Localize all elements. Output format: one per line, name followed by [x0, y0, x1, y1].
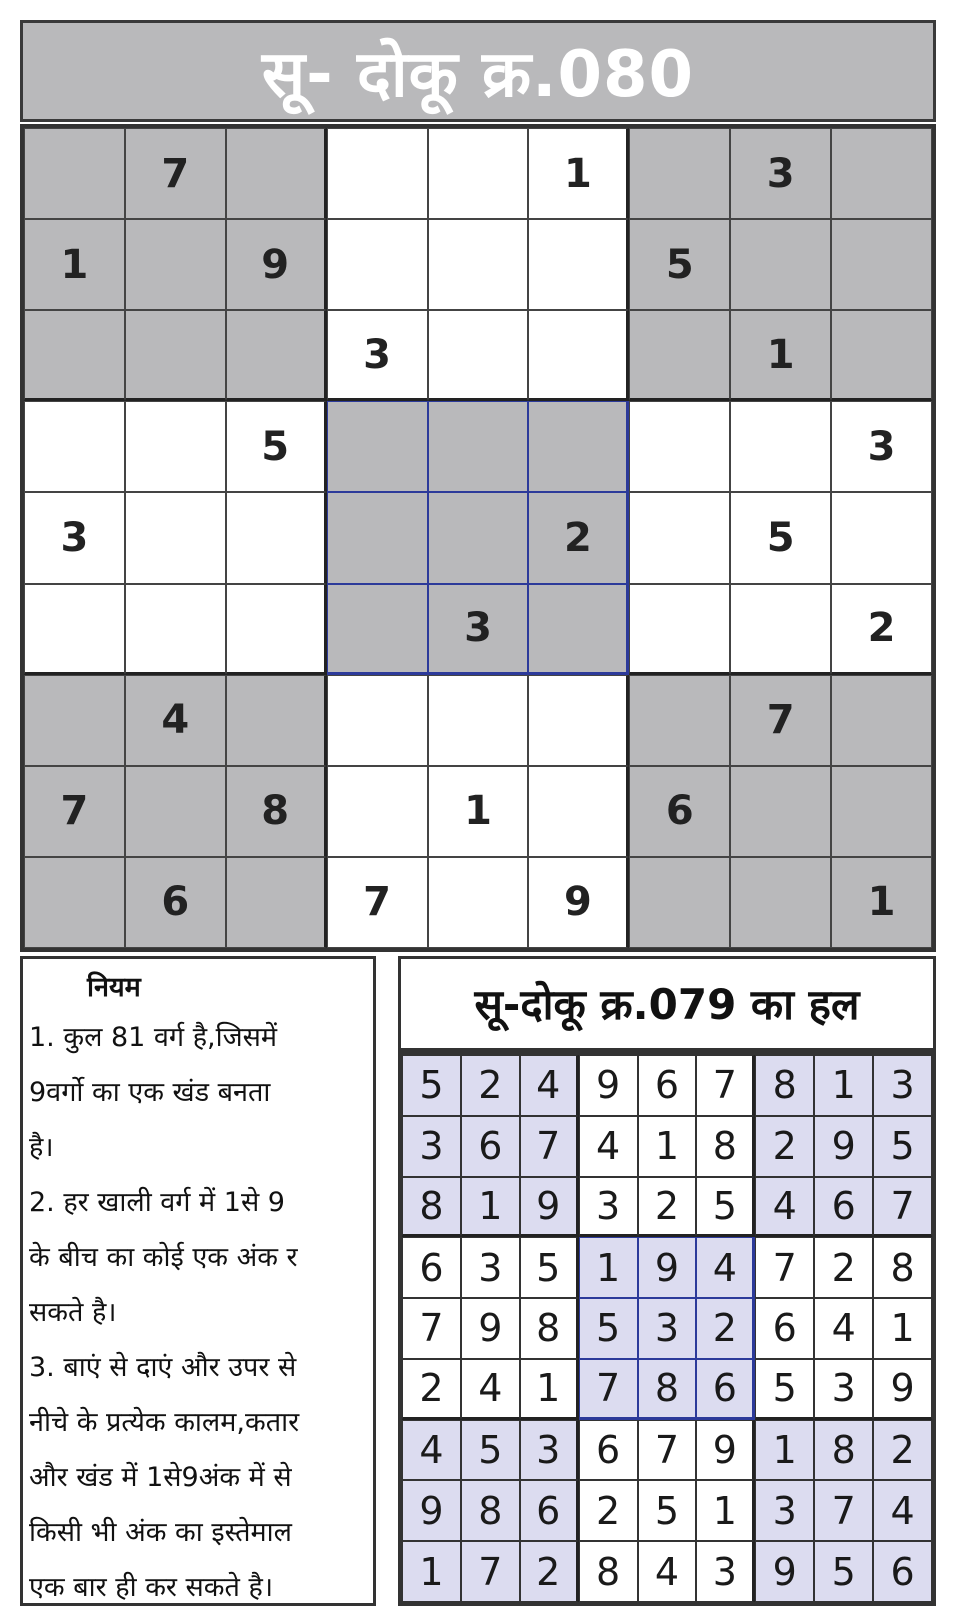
rule-line: सकते है। — [29, 1297, 117, 1328]
empty-cell[interactable] — [327, 128, 428, 219]
empty-cell[interactable] — [226, 675, 327, 766]
empty-cell[interactable] — [226, 584, 327, 675]
number-cell: 7 — [402, 1298, 461, 1359]
number-cell: 7 — [638, 1420, 697, 1481]
number-cell: 1 — [24, 219, 125, 310]
number-cell: 3 — [873, 1055, 932, 1116]
empty-cell[interactable] — [125, 766, 226, 857]
empty-cell[interactable] — [629, 310, 730, 401]
number-cell: 9 — [528, 857, 629, 948]
rule-line: 3. बाएं से दाएं और उपर से — [29, 1352, 297, 1383]
number-cell: 5 — [696, 1177, 755, 1238]
number-cell: 3 — [402, 1116, 461, 1177]
number-cell: 6 — [755, 1298, 814, 1359]
empty-cell[interactable] — [125, 492, 226, 583]
number-cell: 8 — [755, 1055, 814, 1116]
empty-cell[interactable] — [528, 766, 629, 857]
number-cell: 8 — [696, 1116, 755, 1177]
empty-cell[interactable] — [629, 857, 730, 948]
number-cell: 5 — [226, 401, 327, 492]
number-cell: 1 — [814, 1055, 873, 1116]
number-cell: 7 — [814, 1480, 873, 1541]
number-cell: 2 — [696, 1298, 755, 1359]
number-cell: 4 — [520, 1055, 579, 1116]
rule-line: किसी भी अंक का इस्तेमाल — [29, 1517, 292, 1548]
number-cell: 1 — [402, 1541, 461, 1602]
empty-cell[interactable] — [730, 766, 831, 857]
empty-cell[interactable] — [428, 310, 529, 401]
empty-cell[interactable] — [226, 128, 327, 219]
empty-cell[interactable] — [629, 584, 730, 675]
empty-cell[interactable] — [226, 492, 327, 583]
number-cell: 3 — [730, 128, 831, 219]
number-cell: 1 — [755, 1420, 814, 1481]
empty-cell[interactable] — [327, 675, 428, 766]
number-cell: 2 — [638, 1177, 697, 1238]
rules-heading: नियम — [87, 972, 141, 1003]
number-cell: 6 — [696, 1359, 755, 1420]
puzzle-grid — [20, 124, 936, 952]
number-cell: 5 — [814, 1541, 873, 1602]
number-cell: 2 — [831, 584, 932, 675]
number-cell: 3 — [638, 1298, 697, 1359]
number-cell: 1 — [638, 1116, 697, 1177]
number-cell: 5 — [579, 1298, 638, 1359]
number-cell: 8 — [461, 1480, 520, 1541]
number-cell: 5 — [520, 1237, 579, 1298]
number-cell: 1 — [873, 1298, 932, 1359]
number-cell: 7 — [125, 128, 226, 219]
number-cell: 2 — [873, 1420, 932, 1481]
number-cell: 4 — [638, 1541, 697, 1602]
rule-line: और खंड में 1से9अंक में से — [29, 1462, 292, 1493]
number-cell: 6 — [873, 1541, 932, 1602]
empty-cell[interactable] — [24, 128, 125, 219]
number-cell: 7 — [730, 675, 831, 766]
empty-cell[interactable] — [528, 310, 629, 401]
empty-cell[interactable] — [327, 584, 428, 675]
empty-cell[interactable] — [730, 219, 831, 310]
number-cell: 3 — [24, 492, 125, 583]
number-cell: 1 — [831, 857, 932, 948]
number-cell: 1 — [461, 1177, 520, 1238]
number-cell: 3 — [428, 584, 529, 675]
number-cell: 5 — [402, 1055, 461, 1116]
number-cell: 7 — [755, 1237, 814, 1298]
number-cell: 8 — [226, 766, 327, 857]
empty-cell[interactable] — [528, 584, 629, 675]
number-cell: 9 — [873, 1359, 932, 1420]
empty-cell[interactable] — [629, 492, 730, 583]
number-cell: 7 — [696, 1055, 755, 1116]
number-cell: 6 — [125, 857, 226, 948]
number-cell: 6 — [461, 1116, 520, 1177]
empty-cell[interactable] — [428, 857, 529, 948]
number-cell: 5 — [730, 492, 831, 583]
solution-grid — [398, 1051, 936, 1606]
number-cell: 8 — [873, 1237, 932, 1298]
empty-cell[interactable] — [428, 675, 529, 766]
empty-cell[interactable] — [528, 401, 629, 492]
number-cell: 6 — [814, 1177, 873, 1238]
number-cell: 1 — [528, 128, 629, 219]
number-cell: 1 — [520, 1359, 579, 1420]
empty-cell[interactable] — [629, 675, 730, 766]
number-cell: 2 — [579, 1480, 638, 1541]
number-cell: 8 — [579, 1541, 638, 1602]
empty-cell[interactable] — [428, 219, 529, 310]
empty-cell[interactable] — [528, 675, 629, 766]
number-cell: 4 — [696, 1237, 755, 1298]
empty-cell[interactable] — [125, 310, 226, 401]
number-cell: 3 — [579, 1177, 638, 1238]
empty-cell[interactable] — [831, 766, 932, 857]
number-cell: 8 — [520, 1298, 579, 1359]
number-cell: 2 — [461, 1055, 520, 1116]
rule-line: 1. कुल 81 वर्ग है,जिसमें — [29, 1022, 278, 1053]
number-cell: 1 — [428, 766, 529, 857]
empty-cell[interactable] — [528, 219, 629, 310]
number-cell: 7 — [24, 766, 125, 857]
empty-cell[interactable] — [629, 128, 730, 219]
number-cell: 4 — [579, 1116, 638, 1177]
number-cell: 6 — [638, 1055, 697, 1116]
number-cell: 9 — [226, 219, 327, 310]
empty-cell[interactable] — [226, 310, 327, 401]
solution-title: सू-दोकू क्र.079 का हल — [474, 980, 860, 1029]
empty-cell[interactable] — [125, 584, 226, 675]
number-cell: 3 — [520, 1420, 579, 1481]
puzzle-title-banner — [20, 20, 936, 122]
empty-cell[interactable] — [831, 128, 932, 219]
empty-cell[interactable] — [730, 857, 831, 948]
number-cell: 6 — [402, 1237, 461, 1298]
number-cell: 2 — [520, 1541, 579, 1602]
solution-title-box — [398, 956, 936, 1051]
empty-cell[interactable] — [24, 857, 125, 948]
number-cell: 1 — [579, 1237, 638, 1298]
empty-cell[interactable] — [428, 492, 529, 583]
number-cell: 5 — [629, 219, 730, 310]
empty-cell[interactable] — [730, 401, 831, 492]
empty-cell[interactable] — [24, 675, 125, 766]
empty-cell[interactable] — [629, 401, 730, 492]
number-cell: 7 — [461, 1541, 520, 1602]
empty-cell[interactable] — [24, 584, 125, 675]
number-cell: 9 — [696, 1420, 755, 1481]
empty-cell[interactable] — [831, 492, 932, 583]
number-cell: 9 — [402, 1480, 461, 1541]
number-cell: 9 — [461, 1298, 520, 1359]
number-cell: 3 — [831, 401, 932, 492]
number-cell: 5 — [461, 1420, 520, 1481]
number-cell: 6 — [520, 1480, 579, 1541]
number-cell: 9 — [638, 1237, 697, 1298]
number-cell: 8 — [638, 1359, 697, 1420]
puzzle-title: सू- दोकू क्र.080 — [261, 37, 695, 112]
empty-cell[interactable] — [24, 310, 125, 401]
rule-line: नीचे के प्रत्येक कालम,कतार — [29, 1407, 300, 1438]
number-cell: 5 — [755, 1359, 814, 1420]
empty-cell[interactable] — [125, 219, 226, 310]
empty-cell[interactable] — [24, 401, 125, 492]
number-cell: 7 — [579, 1359, 638, 1420]
empty-cell[interactable] — [428, 128, 529, 219]
number-cell: 7 — [520, 1116, 579, 1177]
empty-cell[interactable] — [730, 584, 831, 675]
number-cell: 3 — [461, 1237, 520, 1298]
empty-cell[interactable] — [226, 857, 327, 948]
number-cell: 3 — [327, 310, 428, 401]
number-cell: 2 — [402, 1359, 461, 1420]
number-cell: 3 — [814, 1359, 873, 1420]
number-cell: 3 — [696, 1541, 755, 1602]
number-cell: 6 — [579, 1420, 638, 1481]
number-cell: 6 — [629, 766, 730, 857]
number-cell: 4 — [814, 1298, 873, 1359]
number-cell: 5 — [638, 1480, 697, 1541]
number-cell: 8 — [402, 1177, 461, 1238]
number-cell: 2 — [755, 1116, 814, 1177]
empty-cell[interactable] — [831, 219, 932, 310]
number-cell: 2 — [814, 1237, 873, 1298]
number-cell: 4 — [125, 675, 226, 766]
number-cell: 7 — [327, 857, 428, 948]
number-cell: 9 — [579, 1055, 638, 1116]
empty-cell[interactable] — [327, 766, 428, 857]
rule-line: 2. हर खाली वर्ग में 1से 9 — [29, 1187, 285, 1218]
rule-line: के बीच का कोई एक अंक र — [29, 1242, 298, 1273]
rules-box — [20, 956, 376, 1606]
empty-cell[interactable] — [125, 401, 226, 492]
rule-line: एक बार ही कर सकते है। — [29, 1572, 274, 1603]
empty-cell[interactable] — [327, 492, 428, 583]
empty-cell[interactable] — [428, 401, 529, 492]
number-cell: 1 — [730, 310, 831, 401]
empty-cell[interactable] — [831, 310, 932, 401]
number-cell: 8 — [814, 1420, 873, 1481]
number-cell: 4 — [755, 1177, 814, 1238]
number-cell: 9 — [520, 1177, 579, 1238]
rule-line: है। — [29, 1132, 54, 1163]
number-cell: 2 — [528, 492, 629, 583]
number-cell: 7 — [873, 1177, 932, 1238]
number-cell: 4 — [873, 1480, 932, 1541]
empty-cell[interactable] — [327, 219, 428, 310]
empty-cell[interactable] — [327, 401, 428, 492]
number-cell: 4 — [402, 1420, 461, 1481]
number-cell: 9 — [814, 1116, 873, 1177]
number-cell: 3 — [755, 1480, 814, 1541]
number-cell: 5 — [873, 1116, 932, 1177]
empty-cell[interactable] — [831, 675, 932, 766]
number-cell: 1 — [696, 1480, 755, 1541]
rule-line: 9वर्गो का एक खंड बनता — [29, 1077, 271, 1108]
number-cell: 4 — [461, 1359, 520, 1420]
number-cell: 9 — [755, 1541, 814, 1602]
